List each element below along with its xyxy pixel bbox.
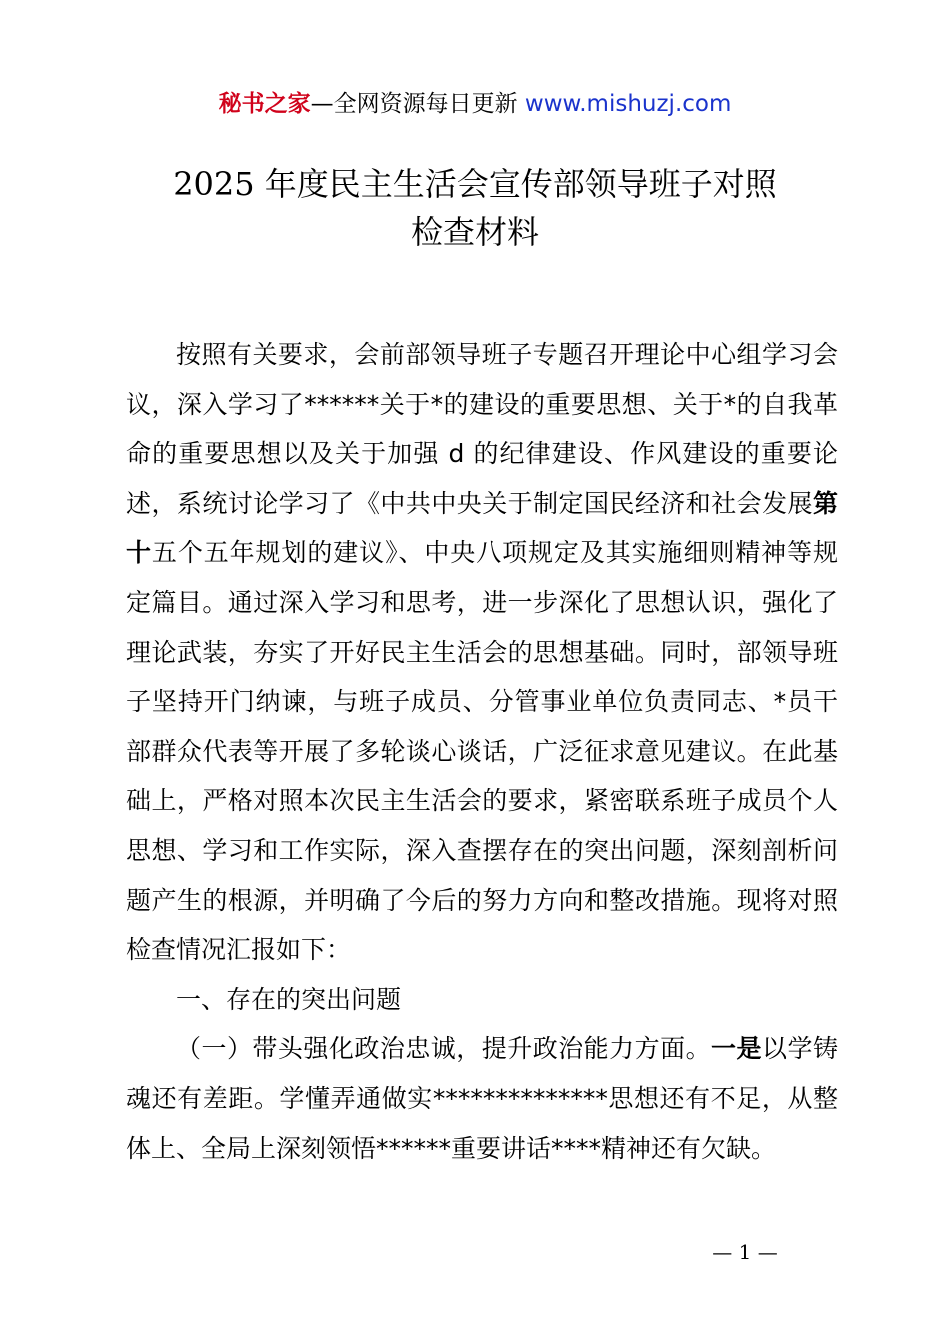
intro-text-b: 五个五年规划的建议》、中央八项规定及其实施细则精神等规定篇目。通过深入学习和思考，进一步深化了思想认识，强化了理论武装，夯实了开好民主生活会的思想基础。同时，部领导班子坚持开门纳谏，与班子成员、分管事业单位负责同志、*员干部群众代表等开展了多轮谈心谈话，广泛征求意见建议。在此基础上，严格对照本次民主生活会的要求，紧密联系班子成员个人思想、学习和工作实际，深入查摆存在的突出问题，深刻剖析问题产生的根源，并明确了今后的努力方向和整改措施。现将对照检查情况汇报如下：: [126, 538, 838, 965]
document-body: [126, 330, 838, 1173]
subsection-heading-1: （一）带头强化政治忠诚，提升政治能力方面。: [176, 1034, 712, 1064]
intro-text-bold: 第十: [126, 488, 838, 568]
page-number: — 1 —: [712, 1240, 778, 1264]
point-text-1: 以学铸魂还有差距。学懂弄通做实**************思想还有不足，从整体上、全局上深刻领悟******重要讲话****精神还有欠缺。: [126, 1034, 838, 1163]
intro-text-a: 按照有关要求，会前部领导班子专题召开理论中心组学习会议，深入学习了******关于*的建设的重要思想、关于*的自我革命的重要思想以及关于加强 d 的纪律建设、作风建设的重要论述，系统讨论学习了《中共中央关于制定国民经济和社会发展: [126, 340, 838, 518]
document-title-line1: 2025 年度民主生活会宣传部领导班子对照: [173, 165, 777, 203]
site-tagline: —全网资源每日更新: [310, 91, 525, 117]
document-title-line2: 检查材料: [410, 213, 539, 251]
subsection-paragraph-1: [126, 1024, 838, 1173]
intro-paragraph: [126, 330, 838, 975]
site-brand: 秘书之家: [218, 91, 311, 117]
site-url-link[interactable]: www.mishuzj.com: [524, 91, 732, 117]
point-marker-1: 一是: [711, 1034, 763, 1064]
document-title: [0, 160, 950, 256]
section-heading-1: 一、存在的突出问题: [176, 984, 402, 1014]
site-header: [0, 88, 950, 120]
